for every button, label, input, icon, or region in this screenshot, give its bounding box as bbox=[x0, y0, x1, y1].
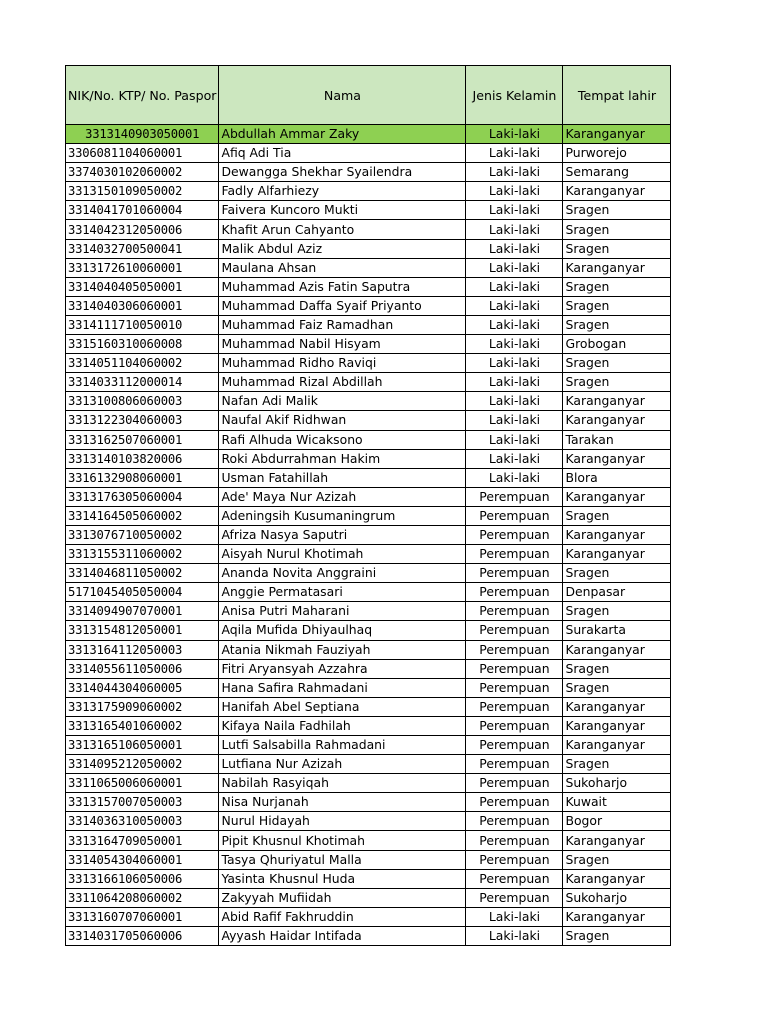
cell-nik[interactable]: 3314111710050010 bbox=[66, 315, 219, 334]
header-jenis-kelamin[interactable]: Jenis Kelamin bbox=[466, 66, 563, 125]
cell-jenis-kelamin[interactable]: Laki-laki bbox=[466, 296, 563, 315]
cell-nik[interactable]: 3313164112050003 bbox=[66, 640, 219, 659]
cell-nik[interactable]: 3315160310060008 bbox=[66, 335, 219, 354]
table-row bbox=[66, 335, 671, 354]
cell-tempat-lahir[interactable]: Karanganyar bbox=[563, 736, 671, 755]
cell-nama[interactable]: Rafi Alhuda Wicaksono bbox=[219, 430, 466, 449]
table-row bbox=[66, 163, 671, 182]
table-row bbox=[66, 182, 671, 201]
table-row bbox=[66, 144, 671, 163]
cell-nama[interactable]: Naufal Akif Ridhwan bbox=[219, 411, 466, 430]
cell-jenis-kelamin[interactable]: Laki-laki bbox=[466, 449, 563, 468]
cell-jenis-kelamin[interactable]: Perempuan bbox=[466, 583, 563, 602]
cell-nik[interactable]: 3313165401060002 bbox=[66, 716, 219, 735]
cell-jenis-kelamin[interactable]: Laki-laki bbox=[466, 220, 563, 239]
cell-nik[interactable]: 3313172610060001 bbox=[66, 258, 219, 277]
cell-nik[interactable]: 3314036310050003 bbox=[66, 812, 219, 831]
cell-nama[interactable]: Nabilah Rasyiqah bbox=[219, 774, 466, 793]
table-row bbox=[66, 812, 671, 831]
cell-nik[interactable]: 3374030102060002 bbox=[66, 163, 219, 182]
table-row bbox=[66, 869, 671, 888]
cell-nama[interactable]: Ananda Novita Anggraini bbox=[219, 564, 466, 583]
cell-tempat-lahir[interactable]: Sragen bbox=[563, 659, 671, 678]
cell-jenis-kelamin[interactable]: Laki-laki bbox=[466, 468, 563, 487]
table-row bbox=[66, 774, 671, 793]
table-row bbox=[66, 525, 671, 544]
cell-jenis-kelamin[interactable]: Perempuan bbox=[466, 850, 563, 869]
cell-nama[interactable]: Maulana Ahsan bbox=[219, 258, 466, 277]
cell-tempat-lahir[interactable]: Sragen bbox=[563, 926, 671, 945]
cell-jenis-kelamin[interactable]: Perempuan bbox=[466, 545, 563, 564]
table-row bbox=[66, 392, 671, 411]
cell-nik[interactable]: 3314040405050001 bbox=[66, 277, 219, 296]
cell-jenis-kelamin[interactable]: Perempuan bbox=[466, 678, 563, 697]
spreadsheet bbox=[65, 65, 671, 946]
cell-nama[interactable]: Muhammad Daffa Syaif Priyanto bbox=[219, 296, 466, 315]
table-row bbox=[66, 125, 671, 144]
cell-nik[interactable]: 3313076710050002 bbox=[66, 525, 219, 544]
cell-jenis-kelamin[interactable]: Laki-laki bbox=[466, 277, 563, 296]
table-row bbox=[66, 296, 671, 315]
cell-tempat-lahir[interactable]: Sragen bbox=[563, 239, 671, 258]
cell-jenis-kelamin[interactable]: Laki-laki bbox=[466, 926, 563, 945]
cell-nik[interactable]: 3314040306060001 bbox=[66, 296, 219, 315]
cell-tempat-lahir[interactable]: Karanganyar bbox=[563, 869, 671, 888]
cell-nama[interactable]: Zakyyah Mufiidah bbox=[219, 888, 466, 907]
cell-nama[interactable]: Afiq Adi Tia bbox=[219, 144, 466, 163]
cell-nama[interactable]: Afriza Nasya Saputri bbox=[219, 525, 466, 544]
cell-jenis-kelamin[interactable]: Perempuan bbox=[466, 774, 563, 793]
cell-nik[interactable]: 3314164505060002 bbox=[66, 506, 219, 525]
cell-nik[interactable]: 3313166106050006 bbox=[66, 869, 219, 888]
table-row bbox=[66, 755, 671, 774]
cell-nama[interactable]: Nafan Adi Malik bbox=[219, 392, 466, 411]
cell-jenis-kelamin[interactable]: Perempuan bbox=[466, 659, 563, 678]
cell-nama[interactable]: Abid Rafif Fakhruddin bbox=[219, 907, 466, 926]
cell-tempat-lahir[interactable]: Purworejo bbox=[563, 144, 671, 163]
table-row bbox=[66, 201, 671, 220]
cell-nik[interactable]: 3313122304060003 bbox=[66, 411, 219, 430]
cell-tempat-lahir[interactable]: Sragen bbox=[563, 315, 671, 334]
cell-nik[interactable]: 3313140103820006 bbox=[66, 449, 219, 468]
cell-jenis-kelamin[interactable]: Perempuan bbox=[466, 564, 563, 583]
cell-nama[interactable]: Muhammad Nabil Hisyam bbox=[219, 335, 466, 354]
table-row bbox=[66, 449, 671, 468]
cell-tempat-lahir[interactable]: Surakarta bbox=[563, 621, 671, 640]
cell-nik[interactable]: 3313140903050001 bbox=[66, 125, 219, 144]
cell-tempat-lahir[interactable]: Sukoharjo bbox=[563, 888, 671, 907]
cell-nama[interactable]: Dewangga Shekhar Syailendra bbox=[219, 163, 466, 182]
cell-tempat-lahir[interactable]: Tarakan bbox=[563, 430, 671, 449]
cell-nik[interactable]: 3314033112000014 bbox=[66, 373, 219, 392]
cell-nama[interactable]: Hana Safira Rahmadani bbox=[219, 678, 466, 697]
cell-tempat-lahir[interactable]: Kuwait bbox=[563, 793, 671, 812]
cell-tempat-lahir[interactable]: Karanganyar bbox=[563, 545, 671, 564]
cell-jenis-kelamin[interactable]: Perempuan bbox=[466, 697, 563, 716]
cell-nik[interactable]: 3314042312050006 bbox=[66, 220, 219, 239]
table-row bbox=[66, 411, 671, 430]
cell-tempat-lahir[interactable]: Karanganyar bbox=[563, 258, 671, 277]
cell-nama[interactable]: Pipit Khusnul Khotimah bbox=[219, 831, 466, 850]
table-row bbox=[66, 545, 671, 564]
cell-tempat-lahir[interactable]: Sragen bbox=[563, 220, 671, 239]
cell-jenis-kelamin[interactable]: Laki-laki bbox=[466, 315, 563, 334]
cell-nik[interactable]: 3313154812050001 bbox=[66, 621, 219, 640]
cell-nik[interactable]: 3314054304060001 bbox=[66, 850, 219, 869]
cell-nik[interactable]: 3314094907070001 bbox=[66, 602, 219, 621]
cell-nama[interactable]: Ade' Maya Nur Azizah bbox=[219, 487, 466, 506]
cell-nik[interactable]: 3313160707060001 bbox=[66, 907, 219, 926]
cell-nik[interactable]: 3314095212050002 bbox=[66, 755, 219, 774]
cell-tempat-lahir[interactable]: Karanganyar bbox=[563, 411, 671, 430]
cell-jenis-kelamin[interactable]: Perempuan bbox=[466, 831, 563, 850]
cell-nik[interactable]: 3311064208060002 bbox=[66, 888, 219, 907]
cell-nik[interactable]: 3313162507060001 bbox=[66, 430, 219, 449]
cell-nama[interactable]: Atania Nikmah Fauziyah bbox=[219, 640, 466, 659]
cell-nama[interactable]: Yasinta Khusnul Huda bbox=[219, 869, 466, 888]
cell-tempat-lahir[interactable]: Karanganyar bbox=[563, 182, 671, 201]
table-row bbox=[66, 487, 671, 506]
table-row bbox=[66, 850, 671, 869]
cell-tempat-lahir[interactable]: Semarang bbox=[563, 163, 671, 182]
cell-nik[interactable]: 3314044304060005 bbox=[66, 678, 219, 697]
cell-tempat-lahir[interactable]: Sragen bbox=[563, 373, 671, 392]
table-row bbox=[66, 602, 671, 621]
cell-nama[interactable]: Kifaya Naila Fadhilah bbox=[219, 716, 466, 735]
header-nama[interactable]: Nama bbox=[219, 66, 466, 125]
table-row bbox=[66, 373, 671, 392]
cell-nik[interactable]: 3313155311060002 bbox=[66, 545, 219, 564]
cell-jenis-kelamin[interactable]: Laki-laki bbox=[466, 411, 563, 430]
table-row bbox=[66, 888, 671, 907]
cell-tempat-lahir[interactable]: Sragen bbox=[563, 277, 671, 296]
cell-tempat-lahir[interactable]: Sragen bbox=[563, 564, 671, 583]
cell-jenis-kelamin[interactable]: Perempuan bbox=[466, 506, 563, 525]
cell-nama[interactable]: Malik Abdul Aziz bbox=[219, 239, 466, 258]
header-row bbox=[66, 66, 671, 125]
table-row bbox=[66, 926, 671, 945]
cell-nama[interactable]: Muhammad Faiz Ramadhan bbox=[219, 315, 466, 334]
table-row bbox=[66, 583, 671, 602]
cell-jenis-kelamin[interactable]: Perempuan bbox=[466, 755, 563, 774]
cell-tempat-lahir[interactable]: Grobogan bbox=[563, 335, 671, 354]
cell-jenis-kelamin[interactable]: Perempuan bbox=[466, 640, 563, 659]
cell-jenis-kelamin[interactable]: Perempuan bbox=[466, 621, 563, 640]
cell-nik[interactable]: 3314031705060006 bbox=[66, 926, 219, 945]
student-table bbox=[65, 65, 671, 946]
cell-tempat-lahir[interactable]: Denpasar bbox=[563, 583, 671, 602]
cell-jenis-kelamin[interactable]: Laki-laki bbox=[466, 125, 563, 144]
cell-nik[interactable]: 3313165106050001 bbox=[66, 736, 219, 755]
table-row bbox=[66, 678, 671, 697]
cell-nama[interactable]: Fitri Aryansyah Azzahra bbox=[219, 659, 466, 678]
cell-jenis-kelamin[interactable]: Perempuan bbox=[466, 487, 563, 506]
cell-jenis-kelamin[interactable]: Laki-laki bbox=[466, 258, 563, 277]
cell-tempat-lahir[interactable]: Blora bbox=[563, 468, 671, 487]
cell-jenis-kelamin[interactable]: Perempuan bbox=[466, 869, 563, 888]
cell-nik[interactable]: 3313175909060002 bbox=[66, 697, 219, 716]
cell-nik[interactable]: 3311065006060001 bbox=[66, 774, 219, 793]
cell-nik[interactable]: 5171045405050004 bbox=[66, 583, 219, 602]
cell-tempat-lahir[interactable]: Karanganyar bbox=[563, 907, 671, 926]
cell-jenis-kelamin[interactable]: Perempuan bbox=[466, 793, 563, 812]
cell-jenis-kelamin[interactable]: Laki-laki bbox=[466, 430, 563, 449]
table-row bbox=[66, 277, 671, 296]
table-row bbox=[66, 258, 671, 277]
table-row bbox=[66, 697, 671, 716]
cell-nik[interactable]: 3313164709050001 bbox=[66, 831, 219, 850]
cell-nama[interactable]: Abdullah Ammar Zaky bbox=[219, 125, 466, 144]
cell-nik[interactable]: 3314032700500041 bbox=[66, 239, 219, 258]
cell-jenis-kelamin[interactable]: Laki-laki bbox=[466, 163, 563, 182]
cell-jenis-kelamin[interactable]: Laki-laki bbox=[466, 201, 563, 220]
table-row bbox=[66, 430, 671, 449]
cell-nik[interactable]: 3313150109050002 bbox=[66, 182, 219, 201]
cell-nama[interactable]: Muhammad Rizal Abdillah bbox=[219, 373, 466, 392]
cell-nama[interactable]: Usman Fatahillah bbox=[219, 468, 466, 487]
cell-jenis-kelamin[interactable]: Laki-laki bbox=[466, 354, 563, 373]
cell-nik[interactable]: 3314046811050002 bbox=[66, 564, 219, 583]
table-body bbox=[66, 125, 671, 946]
cell-tempat-lahir[interactable]: Sragen bbox=[563, 506, 671, 525]
header-nik[interactable]: NIK/No. KTP/ No. Paspor bbox=[66, 66, 219, 125]
cell-nama[interactable]: Khafit Arun Cahyanto bbox=[219, 220, 466, 239]
table-row bbox=[66, 354, 671, 373]
cell-nik[interactable]: 3314041701060004 bbox=[66, 201, 219, 220]
cell-tempat-lahir[interactable]: Karanganyar bbox=[563, 392, 671, 411]
cell-jenis-kelamin[interactable]: Perempuan bbox=[466, 525, 563, 544]
cell-jenis-kelamin[interactable]: Perempuan bbox=[466, 716, 563, 735]
cell-jenis-kelamin[interactable]: Laki-laki bbox=[466, 144, 563, 163]
cell-nama[interactable]: Faivera Kuncoro Mukti bbox=[219, 201, 466, 220]
cell-tempat-lahir[interactable]: Karanganyar bbox=[563, 697, 671, 716]
cell-nama[interactable]: Hanifah Abel Septiana bbox=[219, 697, 466, 716]
cell-tempat-lahir[interactable]: Karanganyar bbox=[563, 487, 671, 506]
cell-tempat-lahir[interactable]: Sragen bbox=[563, 201, 671, 220]
table-row bbox=[66, 736, 671, 755]
cell-nik[interactable]: 3316132908060001 bbox=[66, 468, 219, 487]
table-row bbox=[66, 640, 671, 659]
cell-tempat-lahir[interactable]: Karanganyar bbox=[563, 525, 671, 544]
table-row bbox=[66, 506, 671, 525]
cell-jenis-kelamin[interactable]: Laki-laki bbox=[466, 392, 563, 411]
cell-nik[interactable]: 3313157007050003 bbox=[66, 793, 219, 812]
cell-tempat-lahir[interactable]: Karanganyar bbox=[563, 125, 671, 144]
cell-nama[interactable]: Anisa Putri Maharani bbox=[219, 602, 466, 621]
cell-nama[interactable]: Aqila Mufida Dhiyaulhaq bbox=[219, 621, 466, 640]
cell-tempat-lahir[interactable]: Sragen bbox=[563, 755, 671, 774]
cell-nama[interactable]: Nisa Nurjanah bbox=[219, 793, 466, 812]
cell-jenis-kelamin[interactable]: Perempuan bbox=[466, 602, 563, 621]
cell-nik[interactable]: 3313100806060003 bbox=[66, 392, 219, 411]
table-row bbox=[66, 564, 671, 583]
cell-nik[interactable]: 3313176305060004 bbox=[66, 487, 219, 506]
table-row bbox=[66, 315, 671, 334]
cell-nama[interactable]: Fadly Alfarhiezy bbox=[219, 182, 466, 201]
cell-nama[interactable]: Muhammad Ridho Raviqi bbox=[219, 354, 466, 373]
table-row bbox=[66, 716, 671, 735]
table-row bbox=[66, 907, 671, 926]
cell-jenis-kelamin[interactable]: Laki-laki bbox=[466, 907, 563, 926]
header-tempat-lahir[interactable]: Tempat lahir bbox=[563, 66, 671, 125]
cell-nama[interactable]: Muhammad Azis Fatin Saputra bbox=[219, 277, 466, 296]
cell-jenis-kelamin[interactable]: Perempuan bbox=[466, 888, 563, 907]
cell-nik[interactable]: 3314051104060002 bbox=[66, 354, 219, 373]
cell-nama[interactable]: Lutfi Salsabilla Rahmadani bbox=[219, 736, 466, 755]
cell-tempat-lahir[interactable]: Sragen bbox=[563, 850, 671, 869]
table-row bbox=[66, 831, 671, 850]
cell-nama[interactable]: Anggie Permatasari bbox=[219, 583, 466, 602]
cell-nama[interactable]: Ayyash Haidar Intifada bbox=[219, 926, 466, 945]
cell-jenis-kelamin[interactable]: Laki-laki bbox=[466, 373, 563, 392]
cell-nama[interactable]: Lutfiana Nur Azizah bbox=[219, 755, 466, 774]
cell-jenis-kelamin[interactable]: Laki-laki bbox=[466, 182, 563, 201]
cell-nik[interactable]: 3306081104060001 bbox=[66, 144, 219, 163]
table-row bbox=[66, 621, 671, 640]
table-row bbox=[66, 659, 671, 678]
cell-nik[interactable]: 3314055611050006 bbox=[66, 659, 219, 678]
cell-tempat-lahir[interactable]: Bogor bbox=[563, 812, 671, 831]
table-row bbox=[66, 239, 671, 258]
cell-jenis-kelamin[interactable]: Laki-laki bbox=[466, 335, 563, 354]
cell-jenis-kelamin[interactable]: Laki-laki bbox=[466, 239, 563, 258]
cell-tempat-lahir[interactable]: Sragen bbox=[563, 296, 671, 315]
cell-nama[interactable]: Nurul Hidayah bbox=[219, 812, 466, 831]
table-row bbox=[66, 793, 671, 812]
cell-nama[interactable]: Adeningsih Kusumaningrum bbox=[219, 506, 466, 525]
cell-nama[interactable]: Tasya Qhuriyatul Malla bbox=[219, 850, 466, 869]
cell-nama[interactable]: Roki Abdurrahman Hakim bbox=[219, 449, 466, 468]
cell-jenis-kelamin[interactable]: Perempuan bbox=[466, 736, 563, 755]
cell-tempat-lahir[interactable]: Sragen bbox=[563, 354, 671, 373]
cell-tempat-lahir[interactable]: Sragen bbox=[563, 602, 671, 621]
cell-tempat-lahir[interactable]: Karanganyar bbox=[563, 449, 671, 468]
cell-nama[interactable]: Aisyah Nurul Khotimah bbox=[219, 545, 466, 564]
cell-tempat-lahir[interactable]: Karanganyar bbox=[563, 831, 671, 850]
cell-jenis-kelamin[interactable]: Perempuan bbox=[466, 812, 563, 831]
cell-tempat-lahir[interactable]: Karanganyar bbox=[563, 640, 671, 659]
table-row bbox=[66, 220, 671, 239]
cell-tempat-lahir[interactable]: Sragen bbox=[563, 678, 671, 697]
table-row bbox=[66, 468, 671, 487]
cell-tempat-lahir[interactable]: Sukoharjo bbox=[563, 774, 671, 793]
cell-tempat-lahir[interactable]: Karanganyar bbox=[563, 716, 671, 735]
